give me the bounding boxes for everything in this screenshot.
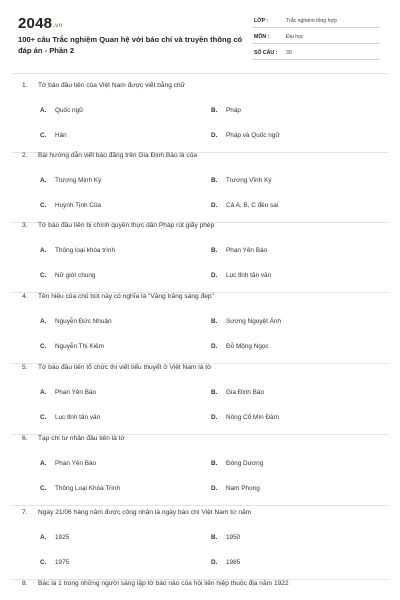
option-letter: C. xyxy=(40,485,47,492)
option-letter: A. xyxy=(40,460,47,467)
option-letter: B. xyxy=(211,247,218,254)
option-text: Thông loại khóa trình xyxy=(55,247,116,254)
option-letter: C. xyxy=(40,414,47,421)
header-divider xyxy=(12,73,388,74)
option-letter: B. xyxy=(211,534,218,541)
question-body: Bài hướng dẫn viết báo đăng trên Gia Định Báo là của xyxy=(38,152,198,159)
option-text: Nông Cổ Mín Đàm xyxy=(226,414,279,421)
question-number: 2. xyxy=(22,152,28,159)
option-letter: A. xyxy=(40,534,47,541)
question-text xyxy=(22,364,211,371)
question-7 xyxy=(0,509,400,579)
option-a[interactable] xyxy=(40,177,101,184)
option-b[interactable] xyxy=(211,247,267,254)
option-letter: D. xyxy=(211,202,218,209)
question-text xyxy=(22,82,185,89)
question-5 xyxy=(0,364,400,434)
page-header xyxy=(0,0,400,72)
option-c[interactable] xyxy=(40,559,69,566)
option-letter: D. xyxy=(211,485,218,492)
option-letter: D. xyxy=(211,414,218,421)
question-1 xyxy=(0,82,400,152)
option-text: 1985 xyxy=(226,559,241,566)
question-text xyxy=(22,509,251,516)
option-text: Nam Phong xyxy=(226,485,260,492)
option-letter: B. xyxy=(211,318,218,325)
option-text: Phan Yên Báo xyxy=(55,460,97,467)
question-2 xyxy=(0,152,400,222)
option-text: Phan Yên Báo xyxy=(55,389,97,396)
meta-row-count xyxy=(252,46,380,60)
question-number: 1. xyxy=(22,82,28,89)
option-letter: D. xyxy=(211,559,218,566)
question-body: Tên hiệu của chủ bút này có nghĩa là "Vầng trăng sáng đẹp" xyxy=(38,293,214,300)
option-letter: D. xyxy=(211,132,218,139)
option-d[interactable] xyxy=(211,272,271,279)
option-letter: C. xyxy=(40,202,47,209)
question-separator xyxy=(12,505,388,506)
option-text: 1950 xyxy=(226,534,241,541)
option-letter: A. xyxy=(40,389,47,396)
option-c[interactable] xyxy=(40,202,101,209)
option-text: Pháp và Quốc ngữ xyxy=(226,132,280,139)
option-letter: C. xyxy=(40,559,47,566)
site-logo[interactable] xyxy=(18,15,62,32)
option-text: Thông Loại Khóa Trình xyxy=(55,485,121,492)
meta-value: Đại học xyxy=(286,34,304,40)
meta-key: MÔN : xyxy=(254,34,270,40)
option-c[interactable] xyxy=(40,485,120,492)
option-text: Nguyễn Đức Nhuận xyxy=(55,318,112,325)
option-text: Nguyễn Thị Kiêm xyxy=(55,343,104,350)
option-c[interactable] xyxy=(40,343,104,350)
option-letter: B. xyxy=(211,389,218,396)
option-text: Đỗ Mộng Ngọc xyxy=(226,343,269,350)
option-text: Sương Nguyệt Ánh xyxy=(226,318,282,325)
option-d[interactable] xyxy=(211,202,278,209)
page-title: 100+ câu Trắc nghiệm Quan hệ với báo chí và truyền thông có đáp án - Phần 2 xyxy=(18,35,243,55)
question-number: 7. xyxy=(22,509,28,516)
option-text: 1975 xyxy=(55,559,70,566)
option-text: Lục tỉnh tân văn xyxy=(226,272,272,279)
question-text xyxy=(22,435,125,442)
option-letter: A. xyxy=(40,177,47,184)
question-3 xyxy=(0,222,400,292)
option-letter: B. xyxy=(211,107,218,114)
option-text: Trương Vĩnh Ký xyxy=(226,177,272,184)
option-text: Nữ giới chung xyxy=(55,272,96,279)
option-c[interactable] xyxy=(40,414,100,421)
question-text xyxy=(22,222,214,229)
option-b[interactable] xyxy=(211,534,240,541)
option-text: Gia Định Báo xyxy=(226,389,265,396)
option-text: Trương Minh Ký xyxy=(55,177,102,184)
option-text: Huỳnh Tịnh Của xyxy=(55,202,102,209)
option-text: Phan Yên Báo xyxy=(226,247,268,254)
option-letter: C. xyxy=(40,132,47,139)
option-letter: A. xyxy=(40,107,47,114)
meta-row-class xyxy=(252,14,380,28)
question-body: Tờ báo đầu tiên tổ chức thi viết tiểu thuyết ở Việt Nam là tờ xyxy=(38,364,212,371)
option-a[interactable] xyxy=(40,389,96,396)
option-letter: A. xyxy=(40,318,47,325)
question-body: Bác là 1 trong những người sáng lập tờ báo nào của hội liên hiệp thuộc địa năm 1922 xyxy=(38,580,289,587)
option-d[interactable] xyxy=(211,343,269,350)
option-text: Lục tỉnh tân văn xyxy=(55,414,101,421)
meta-value: 30 xyxy=(286,50,292,56)
question-number: 6. xyxy=(22,435,28,442)
question-number: 3. xyxy=(22,222,28,229)
option-a[interactable] xyxy=(40,534,69,541)
option-b[interactable] xyxy=(211,389,264,396)
option-b[interactable] xyxy=(211,107,241,114)
question-4 xyxy=(0,293,400,363)
option-letter: A. xyxy=(40,247,47,254)
logo-text: 2048 xyxy=(18,15,53,32)
option-b[interactable] xyxy=(211,460,263,467)
meta-key: LỚP : xyxy=(254,18,269,24)
option-text: Cả A, B, C đều sai xyxy=(226,202,279,209)
option-c[interactable] xyxy=(40,132,67,139)
option-letter: D. xyxy=(211,343,218,350)
question-8 xyxy=(0,580,400,600)
question-text xyxy=(22,580,289,587)
option-d[interactable] xyxy=(211,414,279,421)
option-c[interactable] xyxy=(40,272,95,279)
meta-key: SỐ CÂU : xyxy=(254,50,278,56)
option-a[interactable] xyxy=(40,318,112,325)
option-d[interactable] xyxy=(211,132,280,139)
question-number: 4. xyxy=(22,293,28,300)
question-number: 8. xyxy=(22,580,28,587)
question-text xyxy=(22,152,197,159)
question-body: Tờ báo đầu tiên bị chính quyền thực dân Pháp rút giấy phép xyxy=(38,222,215,229)
option-text: Đông Dương xyxy=(226,460,264,467)
option-letter: C. xyxy=(40,343,47,350)
question-body: Tạp chí tư nhân đầu tiên là tờ xyxy=(38,435,125,442)
option-b[interactable] xyxy=(211,177,272,184)
logo-suffix: .vn xyxy=(53,23,63,29)
question-body: Ngày 21/06 hàng năm được công nhận là ngày báo chí Việt Nam từ năm xyxy=(38,509,252,516)
option-a[interactable] xyxy=(40,107,83,114)
option-d[interactable] xyxy=(211,485,260,492)
question-number: 5. xyxy=(22,364,28,371)
option-a[interactable] xyxy=(40,460,96,467)
option-b[interactable] xyxy=(211,318,281,325)
option-letter: B. xyxy=(211,177,218,184)
meta-row-subject xyxy=(252,30,380,44)
option-letter: D. xyxy=(211,272,218,279)
option-text: 1925 xyxy=(55,534,70,541)
question-body: Tờ báo đầu tiên của Việt Nam được viết bằng chữ xyxy=(38,82,186,89)
question-6 xyxy=(0,435,400,505)
option-letter: C. xyxy=(40,272,47,279)
option-letter: B. xyxy=(211,460,218,467)
option-a[interactable] xyxy=(40,247,115,254)
meta-value: Trắc nghiệm tổng hợp xyxy=(286,18,337,24)
option-text: Pháp xyxy=(226,107,241,114)
question-text xyxy=(22,293,214,300)
option-d[interactable] xyxy=(211,559,240,566)
option-text: Hán xyxy=(55,132,67,139)
option-text: Quốc ngữ xyxy=(55,107,84,114)
